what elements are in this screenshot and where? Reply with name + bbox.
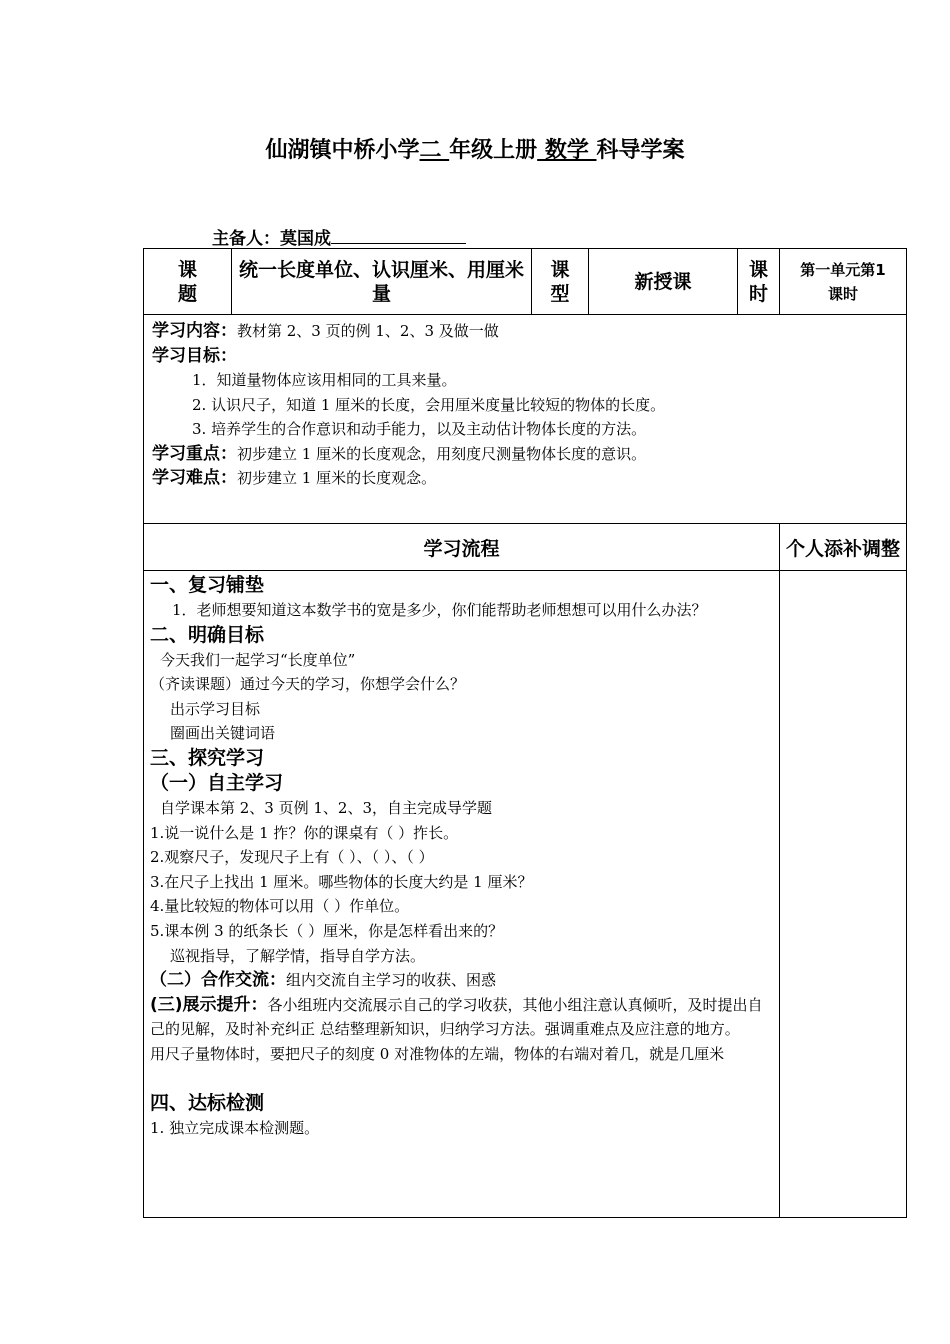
section-1-title: 一、复习铺垫 [150, 574, 265, 596]
flow-header-row [144, 524, 907, 571]
type-value: 新授课 [634, 270, 692, 293]
title-part1: 仙湖镇中桥小学 [265, 138, 420, 163]
key-value: 初步建立 1 厘米的长度观念，用刻度尺测量物体长度的意识。 [237, 444, 647, 463]
section-2-line: 出示学习目标 [170, 699, 261, 718]
flow-cell [144, 571, 780, 1218]
side-notes-cell[interactable] [780, 571, 907, 1218]
type-label: 课型 [550, 258, 570, 305]
flow-header: 学习流程 [144, 524, 780, 571]
goal-item: 1．知道量物体应该用相同的工具来量。 [192, 371, 457, 389]
author-underline [331, 229, 466, 244]
section-4-text: 1. 独立完成课本检测题。 [150, 1118, 320, 1137]
guide-line: 巡视指导，了解学情，指导自学方法。 [170, 946, 426, 965]
section-1-text: 1．老师想要知道这本数学书的宽是多少，你们能帮助老师想想可以用什么办法？ [172, 601, 707, 619]
goal-item: 2. 认识尺子，知道 1 厘米的长度，会用厘米度量比较短的物体的长度。 [192, 395, 666, 414]
question-item: 1.说一说什么是 1 拃？你的课桌有（ ）拃长。 [150, 823, 459, 842]
key-label: 学习重点： [152, 443, 237, 464]
content-line [152, 319, 898, 344]
period-value: 第一单元第1课时 [800, 260, 886, 303]
content-value: 教材第 2、3 页的例 1、2、3 及做一做 [237, 322, 499, 340]
difficulty-line [152, 466, 898, 491]
question-item: 2.观察尺子，发现尺子上有（ ）、（ ）、（ ） [150, 848, 434, 867]
header-row [144, 249, 907, 315]
flow-row [144, 571, 907, 1218]
goals-label: 学习目标： [152, 345, 237, 366]
section-3-sub2 [150, 968, 773, 993]
key-line [152, 442, 898, 467]
content-label: 学习内容： [152, 321, 237, 341]
question-item: 5.课本例 3 的纸条长（ ）厘米，你是怎样看出来的？ [150, 921, 504, 940]
sub2-label: （二）合作交流： [150, 970, 286, 991]
section-2-line: （齐读课题）通过今天的学习，你想学会什么？ [150, 675, 466, 694]
sub2-text: 组内交流自主学习的收获、困惑 [286, 971, 497, 990]
spacer [150, 1067, 773, 1091]
title-part3: 科导学案 [596, 138, 685, 163]
section-3-sub1: （一）自主学习 [150, 771, 284, 794]
goal-item: 3. 培养学生的合作意识和动手能力，以及主动估计物体长度的方法。 [192, 420, 647, 438]
period-value-cell [780, 249, 907, 315]
type-label-cell [532, 249, 589, 315]
measure-rule: 用尺子量物体时，要把尺子的刻度 0 对准物体的左端，物体的右端对着几，就是几厘米 [150, 1044, 725, 1063]
section-2-line: 今天我们一起学习“长度单位” [160, 650, 356, 669]
section-2-title: 二、明确目标 [150, 623, 265, 646]
info-row [144, 315, 907, 524]
title-subject: 数学 [537, 138, 597, 163]
title-part2: 年级上册 [449, 138, 538, 163]
info-cell [144, 315, 907, 524]
author-line [212, 224, 466, 249]
side-header: 个人添补调整 [780, 524, 907, 571]
question-item: 4.量比较短的物体可以用（ ）作单位。 [150, 897, 410, 916]
section-3-intro: 自学课本第 2、3 页例 1、2、3，自主完成导学题 [160, 798, 493, 817]
section-3-sub3 [150, 993, 773, 1042]
section-2-line: 圈画出关键词语 [170, 724, 276, 743]
topic-label-cell [144, 249, 232, 315]
type-value-cell [589, 249, 738, 315]
author-name: 莫国成 [280, 229, 331, 249]
topic-value: 统一长度单位、认识厘米、用厘米量 [238, 258, 524, 305]
period-label-cell [738, 249, 780, 315]
title-grade: 二 [419, 138, 450, 163]
topic-value-cell [232, 249, 532, 315]
sub3-label: (三)展示提升： [150, 994, 268, 1015]
difficulty-label: 学习难点： [152, 468, 237, 488]
section-3-title: 三、探究学习 [150, 746, 265, 769]
sub3-text: 各小组班内交流展示自己的学习收获，其他小组注意认真倾听，及时提出自己的见解，及时补充纠正 总结整理新知识，归纳学习方法。强调重难点及应注意的地方。 [150, 995, 763, 1039]
question-item: 3.在尺子上找出 1 厘米。哪些物体的长度大约是 1 厘米？ [150, 872, 533, 891]
lesson-plan-table [143, 248, 907, 1218]
period-label: 课时 [748, 258, 768, 305]
section-4-title: 四、达标检测 [150, 1091, 265, 1114]
page-title [0, 133, 950, 164]
topic-label: 课题 [177, 258, 197, 305]
author-label: 主备人： [212, 229, 280, 249]
difficulty-value: 初步建立 1 厘米的长度观念。 [237, 469, 437, 487]
